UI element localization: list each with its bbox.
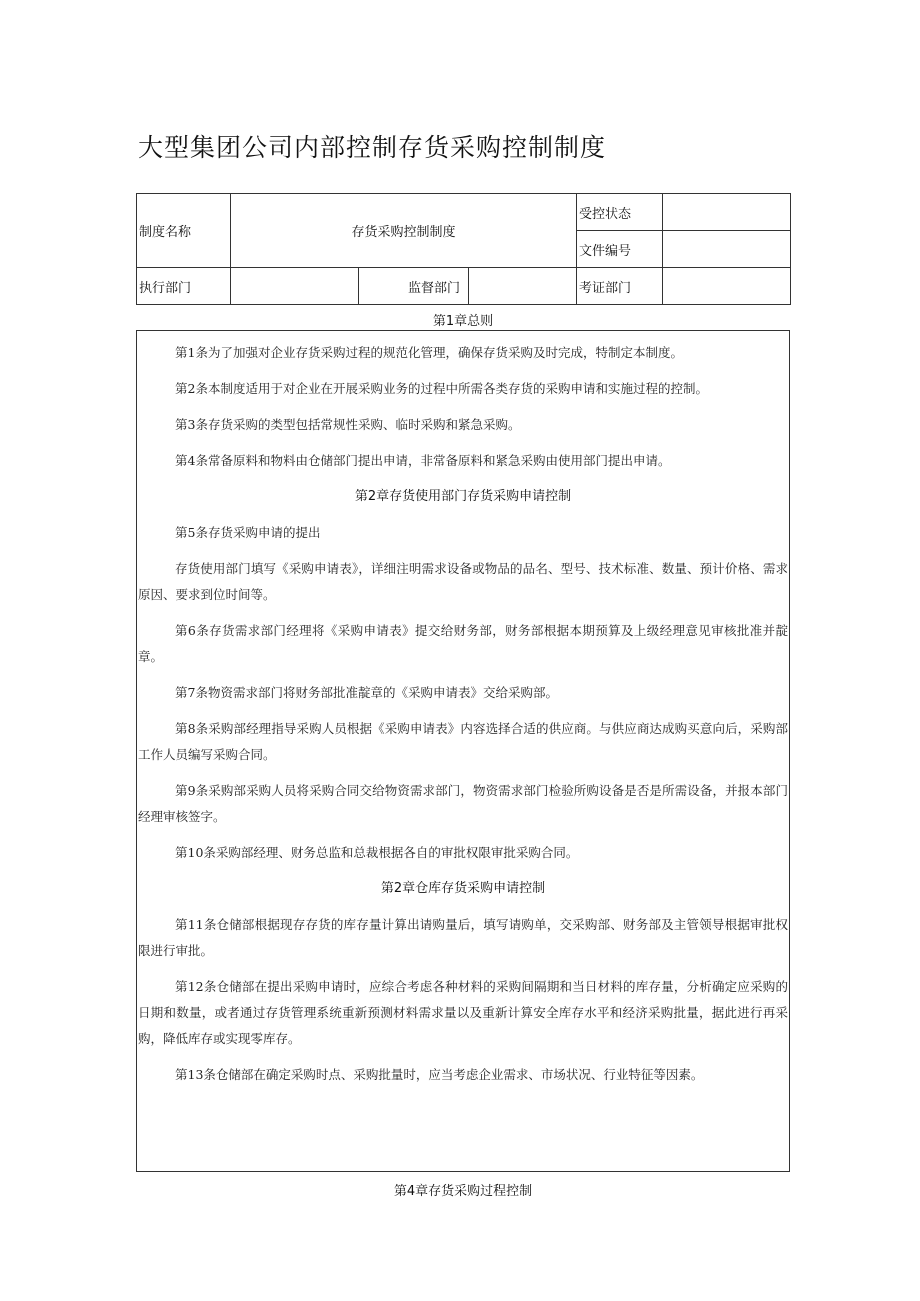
supervise-dept-label: 监督部门 xyxy=(359,268,469,305)
file-no-label: 文件编号 xyxy=(577,231,663,268)
meta-table xyxy=(136,193,791,305)
name-label: 制度名称 xyxy=(137,194,231,268)
article: 存货使用部门填写《采购申请表》，详细注明需求设备或物品的品名、型号、技术标准、数量、预计价格、需求原因、要求到位时间等。 xyxy=(138,561,788,602)
chapter-4-heading: 第4章存货采购过程控制 xyxy=(393,1184,533,1199)
article: 第9条采购部采购人员将采购合同交给物资需求部门，物资需求部门检验所购设备是否是所需设备，并报本部门经理审核签字。 xyxy=(138,783,788,824)
article: 第1条为了加强对企业存货采购过程的规范化管理，确保存货采购及时完成，特制定本制度。 xyxy=(175,345,683,360)
supervise-dept-value xyxy=(469,268,577,305)
page-title: 大型集团公司内部控制存货采购控制制度 xyxy=(138,133,607,162)
article: 第4条常备原料和物料由仓储部门提出申请，非常备原料和紧急采购由使用部门提出申请。 xyxy=(175,453,671,468)
exec-dept-label: 执行部门 xyxy=(137,268,231,305)
control-status-label: 受控状态 xyxy=(577,194,663,231)
article: 第11条仓储部根据现存存货的库存量计算出请购量后，填写请购单，交采购部、财务部及主管领导根据审批权限进行审批。 xyxy=(138,917,788,958)
chapter-3-heading: 第2章仓库存货采购申请控制 xyxy=(380,881,546,896)
article: 第13条仓储部在确定采购时点、采购批量时，应当考虑企业需求、市场状况、行业特征等因素。 xyxy=(175,1067,704,1082)
chapter-1-heading: 第1章总则 xyxy=(432,314,494,329)
article: 第5条存货采购申请的提出 xyxy=(175,525,321,540)
article: 第2条本制度适用于对企业在开展采购业务的过程中所需各类存货的采购申请和实施过程的控制。 xyxy=(175,381,708,396)
article: 第3条存货采购的类型包括常规性采购、临时采购和紧急采购。 xyxy=(175,417,521,432)
article: 第6条存货需求部门经理将《采购申请表》提交给财务部，财务部根据本期预算及上级经理意见审核批准并靛章。 xyxy=(138,623,788,664)
article: 第12条仓储部在提出采购申请时，应综合考虑各种材料的采购间隔期和当日材料的库存量，分析确定应采购的日期和数量，或者通过存货管理系统重新预测材料需求量以及重新计算安全库存水平和经济采购批量，据此进行再采购，降低库存或实现零库存。 xyxy=(138,979,788,1046)
article: 第10条采购部经理、财务总监和总裁根据各自的审批权限审批采购合同。 xyxy=(175,845,579,860)
name-value: 存货采购控制制度 xyxy=(231,194,577,268)
control-status-value xyxy=(663,194,791,231)
chapter-2-heading: 第2章存货使用部门存货采购申请控制 xyxy=(354,489,572,504)
verify-dept-label: 考证部门 xyxy=(577,268,663,305)
verify-dept-value xyxy=(663,268,791,305)
exec-dept-value xyxy=(231,268,359,305)
article: 第7条物资需求部门将财务部批准靛章的《采购申请表》交给采购部。 xyxy=(175,685,558,700)
article: 第8条采购部经理指导采购人员根据《采购申请表》内容选择合适的供应商。与供应商达成购买意向后，采购部工作人员编写采购合同。 xyxy=(138,721,788,762)
content-body xyxy=(138,340,788,1098)
file-no-value xyxy=(663,231,791,268)
